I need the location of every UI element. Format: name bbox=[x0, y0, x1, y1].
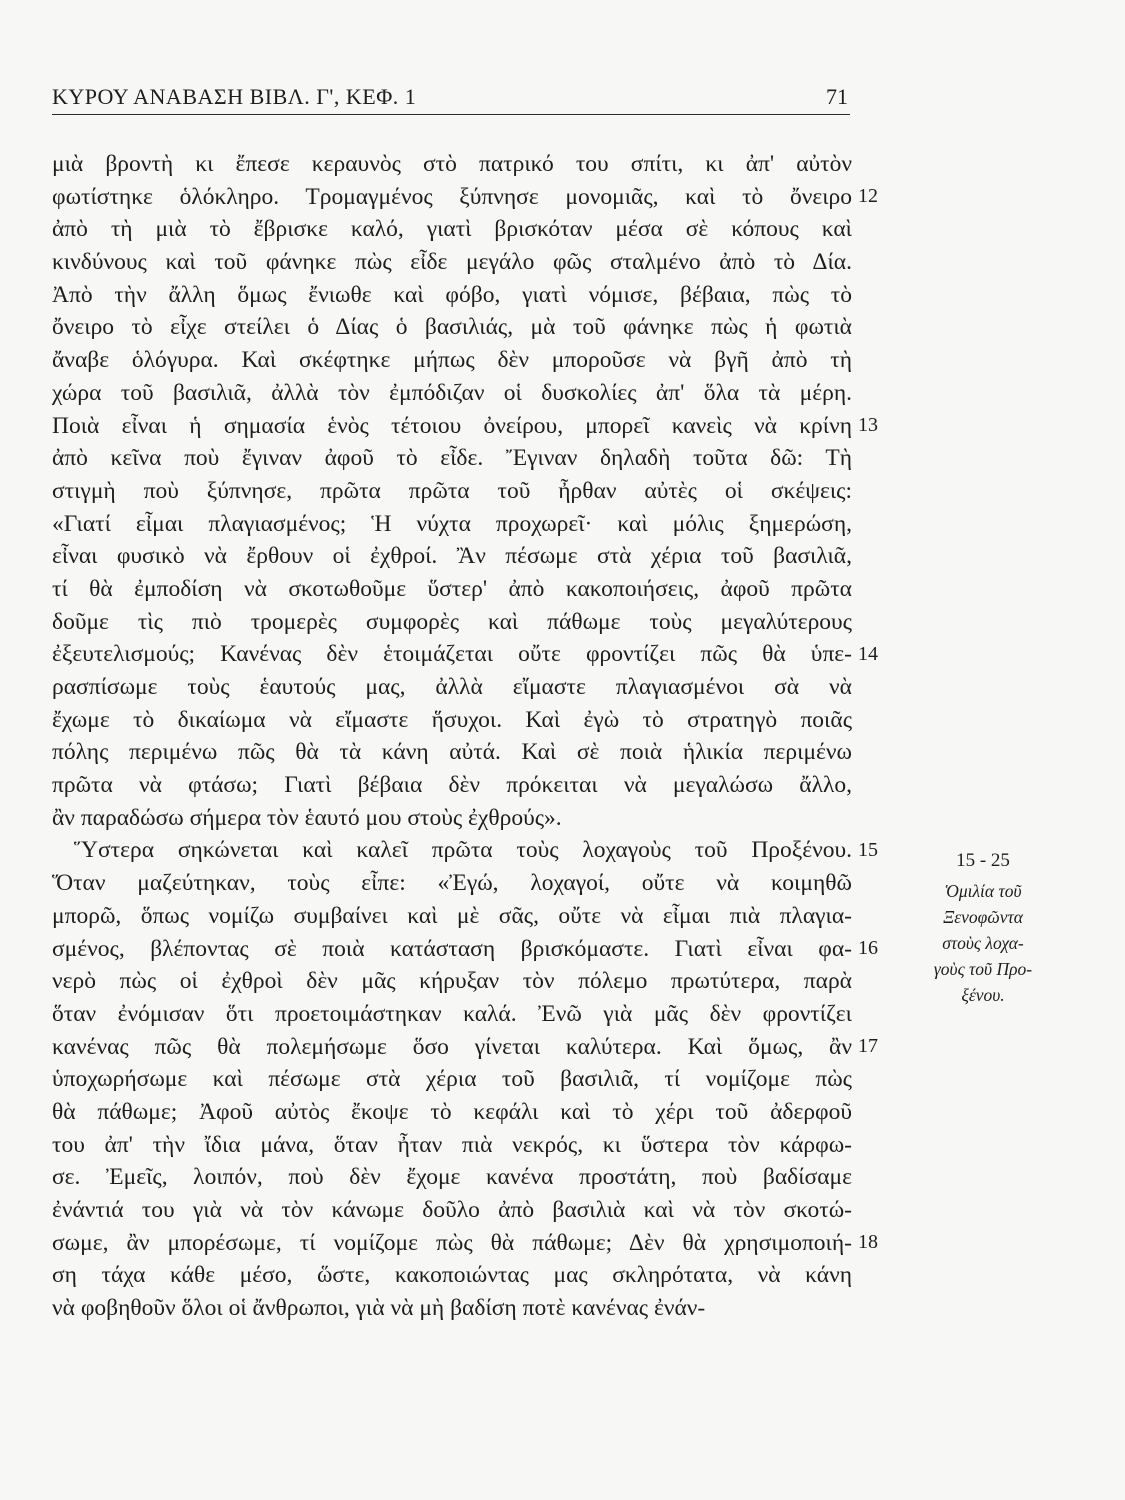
text-line: ὑποχωρήσωμε καὶ πέσωμε στὰ χέρια τοῦ βασιλιᾶ, τί νομίζομε πὼς bbox=[52, 1066, 852, 1093]
text-line: μιὰ βροντὴ κι ἔπεσε κεραυνὸς στὸ πατρικό του σπίτι, κι ἀπ' αὐτὸν bbox=[52, 151, 852, 177]
side-note-line: στοὺς λοχα- bbox=[942, 933, 1024, 953]
text-line: ἔχωμε τὸ δικαίωμα νὰ εἴμαστε ἥσυχοι. Καὶ ἐγὼ τὸ στρατηγὸ ποιᾶς bbox=[52, 706, 852, 733]
text-line: σμένος, βλέποντας σὲ ποιὰ κατάσταση βρισκόμαστε. Γιατὶ εἶναι φα- bbox=[52, 935, 852, 962]
text-line: ἄναβε ὁλόγυρα. Καὶ σκέφτηκε μήπως δὲν μποροῦσε νὰ βγῆ ἀπὸ τὴ bbox=[52, 347, 852, 374]
side-note-range: 15 - 25 bbox=[956, 850, 1010, 871]
side-note-line: Ξενοφῶντα bbox=[943, 907, 1023, 927]
main-text bbox=[52, 148, 852, 1325]
text-line: του ἀπ' τὴν ἴδια μάνα, ὅταν ἦταν πιὰ νεκρός, κι ὕστερα τὸν κάρφω- bbox=[52, 1131, 852, 1158]
text-line: Ἀπὸ τὴν ἄλλη ὅμως ἔνιωθε καὶ φόβο, γιατὶ νόμισε, βέβαια, πὼς τὸ bbox=[52, 281, 852, 308]
text-line: πόλης περιμένω πῶς θὰ τὰ κάνη αὐτά. Καὶ σὲ ποιὰ ἡλικία περιμένω bbox=[52, 739, 852, 766]
running-header bbox=[52, 84, 850, 115]
text-line: ὄνειρο τὸ εἶχε στείλει ὁ Δίας ὁ βασιλιάς, μὰ τοῦ φάνηκε πὼς ἡ φωτιὰ bbox=[52, 314, 852, 341]
text-line: Ὕστερα σηκώνεται καὶ καλεῖ πρῶτα τοὺς λοχαγοὺς τοῦ Προξένου. bbox=[74, 837, 852, 864]
text-line: δοῦμε τὶς πιὸ τρομερὲς συμφορὲς καὶ πάθωμε τοὺς μεγαλύτερους bbox=[52, 608, 852, 635]
section-number: 14 bbox=[858, 642, 878, 665]
text-line: νερὸ πὼς οἱ ἐχθροὶ δὲν μᾶς κήρυξαν τὸν πόλεμο πρωτύτερα, παρὰ bbox=[52, 968, 852, 995]
text-line: «Γιατί εἶμαι πλαγιασμένος; Ἡ νύχτα προχωρεῖ· καὶ μόλις ξημερώση, bbox=[52, 510, 852, 537]
side-note-line: ξένου. bbox=[961, 985, 1005, 1005]
text-line: εἶναι φυσικὸ νὰ ἔρθουν οἱ ἐχθροί. Ἂν πέσωμε στὰ χέρια τοῦ βασιλιᾶ, bbox=[52, 543, 852, 570]
side-note-line: Ὁμιλία τοῦ bbox=[944, 881, 1022, 901]
text-line: θὰ πάθωμε; Ἀφοῦ αὐτὸς ἔκοψε τὸ κεφάλι καὶ τὸ χέρι τοῦ ἀδερφοῦ bbox=[52, 1098, 852, 1125]
text-line: στιγμὴ ποὺ ξύπνησε, πρῶτα πρῶτα τοῦ ἦρθαν αὐτὲς οἱ σκέψεις: bbox=[52, 477, 852, 504]
text-line: κανένας πῶς θὰ πολεμήσωμε ὅσο γίνεται καλύτερα. Καὶ ὅμως, ἂν bbox=[52, 1033, 852, 1060]
text-line: σωμε, ἂν μπορέσωμε, τί νομίζομε πὼς θὰ πάθωμε; Δὲν θὰ χρησιμοποιή- bbox=[52, 1229, 852, 1256]
text-line: σε. Ἐμεῖς, λοιπόν, ποὺ δὲν ἔχομε κανένα προστάτη, ποὺ βαδίσαμε bbox=[52, 1164, 852, 1191]
section-number: 18 bbox=[858, 1231, 878, 1254]
text-line: πρῶτα νὰ φτάσω; Γιατὶ βέβαια δὲν πρόκειται νὰ μεγαλώσω ἄλλο, bbox=[52, 772, 852, 799]
section-number: 12 bbox=[858, 184, 878, 207]
text-line: ἀπὸ τὴ μιὰ τὸ ἔβρισκε καλό, γιατὶ βρισκόταν μέσα σὲ κόπους καὶ bbox=[52, 216, 852, 243]
text-line: ση τάχα κάθε μέσο, ὥστε, κακοποιώντας μας σκληρότατα, νὰ κάνη bbox=[52, 1262, 852, 1289]
text-line: χώρα τοῦ βασιλιᾶ, ἀλλὰ τὸν ἐμπόδιζαν οἱ δυσκολίες ἀπ' ὅλα τὰ μέρη. bbox=[52, 379, 852, 406]
section-number: 15 bbox=[858, 838, 878, 861]
side-note-line: γοὺς τοῦ Προ- bbox=[933, 959, 1033, 979]
page-number: 71 bbox=[826, 84, 848, 109]
header-title: ΚΥΡΟΥ ΑΝΑΒΑΣΗ ΒΙΒΛ. Γ', ΚΕΦ. 1 bbox=[52, 84, 417, 109]
text-line: Ποιὰ εἶναι ἡ σημασία ἑνὸς τέτοιου ὀνείρου, μπορεῖ κανεὶς νὰ κρίνη bbox=[52, 412, 852, 439]
text-line: ρασπίσωμε τοὺς ἑαυτούς μας, ἀλλὰ εἴμαστε πλαγιασμένοι σὰ νὰ bbox=[52, 674, 852, 700]
text-line: νὰ φοβηθοῦν ὅλοι οἱ ἄνθρωποι, γιὰ νὰ μὴ βαδίση ποτὲ κανένας ἐνάν- bbox=[52, 1295, 706, 1322]
text-line: φωτίστηκε ὁλόκληρο. Τρομαγμένος ξύπνησε μονομιᾶς, καὶ τὸ ὄνειρο bbox=[52, 183, 852, 210]
section-number: 16 bbox=[858, 936, 878, 959]
text-line: ἐνάντιά του γιὰ νὰ τὸν κάνωμε δοῦλο ἀπὸ βασιλιὰ καὶ νὰ τὸν σκοτώ- bbox=[52, 1197, 852, 1223]
text-line: κινδύνους καὶ τοῦ φάνηκε πὼς εἶδε μεγάλο φῶς σταλμένο ἀπὸ τὸ Δία. bbox=[52, 249, 852, 276]
text-line: μπορῶ, ὅπως νομίζω συμβαίνει καὶ μὲ σᾶς, οὔτε νὰ εἶμαι πιὰ πλαγια- bbox=[52, 902, 852, 929]
text-line: τί θὰ ἐμποδίση νὰ σκοτωθοῦμε ὕστερ' ἀπὸ κακοποιήσεις, ἀφοῦ πρῶτα bbox=[52, 575, 852, 602]
section-number: 13 bbox=[858, 413, 878, 436]
text-line: ὅταν ἐνόμισαν ὅτι προετοιμάστηκαν καλά. Ἐνῶ γιὰ μᾶς δὲν φροντίζει bbox=[52, 1000, 852, 1027]
section-number: 17 bbox=[858, 1034, 878, 1057]
text-line: ἂν παραδώσω σήμερα τὸν ἑαυτό μου στοὺς ἐχθρούς». bbox=[52, 804, 562, 831]
text-line: Ὅταν μαζεύτηκαν, τοὺς εἶπε: «Ἐγώ, λοχαγοί, οὔτε νὰ κοιμηθῶ bbox=[52, 870, 852, 897]
side-note bbox=[918, 850, 1048, 1008]
text-line: ἐξευτελισμούς; Κανένας δὲν ἑτοιμάζεται οὔτε φροντίζει πῶς θὰ ὑπε- bbox=[52, 641, 852, 668]
text-line: ἀπὸ κεῖνα ποὺ ἔγιναν ἀφοῦ τὸ εἶδε. Ἔγιναν δηλαδὴ τοῦτα δῶ: Τὴ bbox=[52, 445, 852, 472]
